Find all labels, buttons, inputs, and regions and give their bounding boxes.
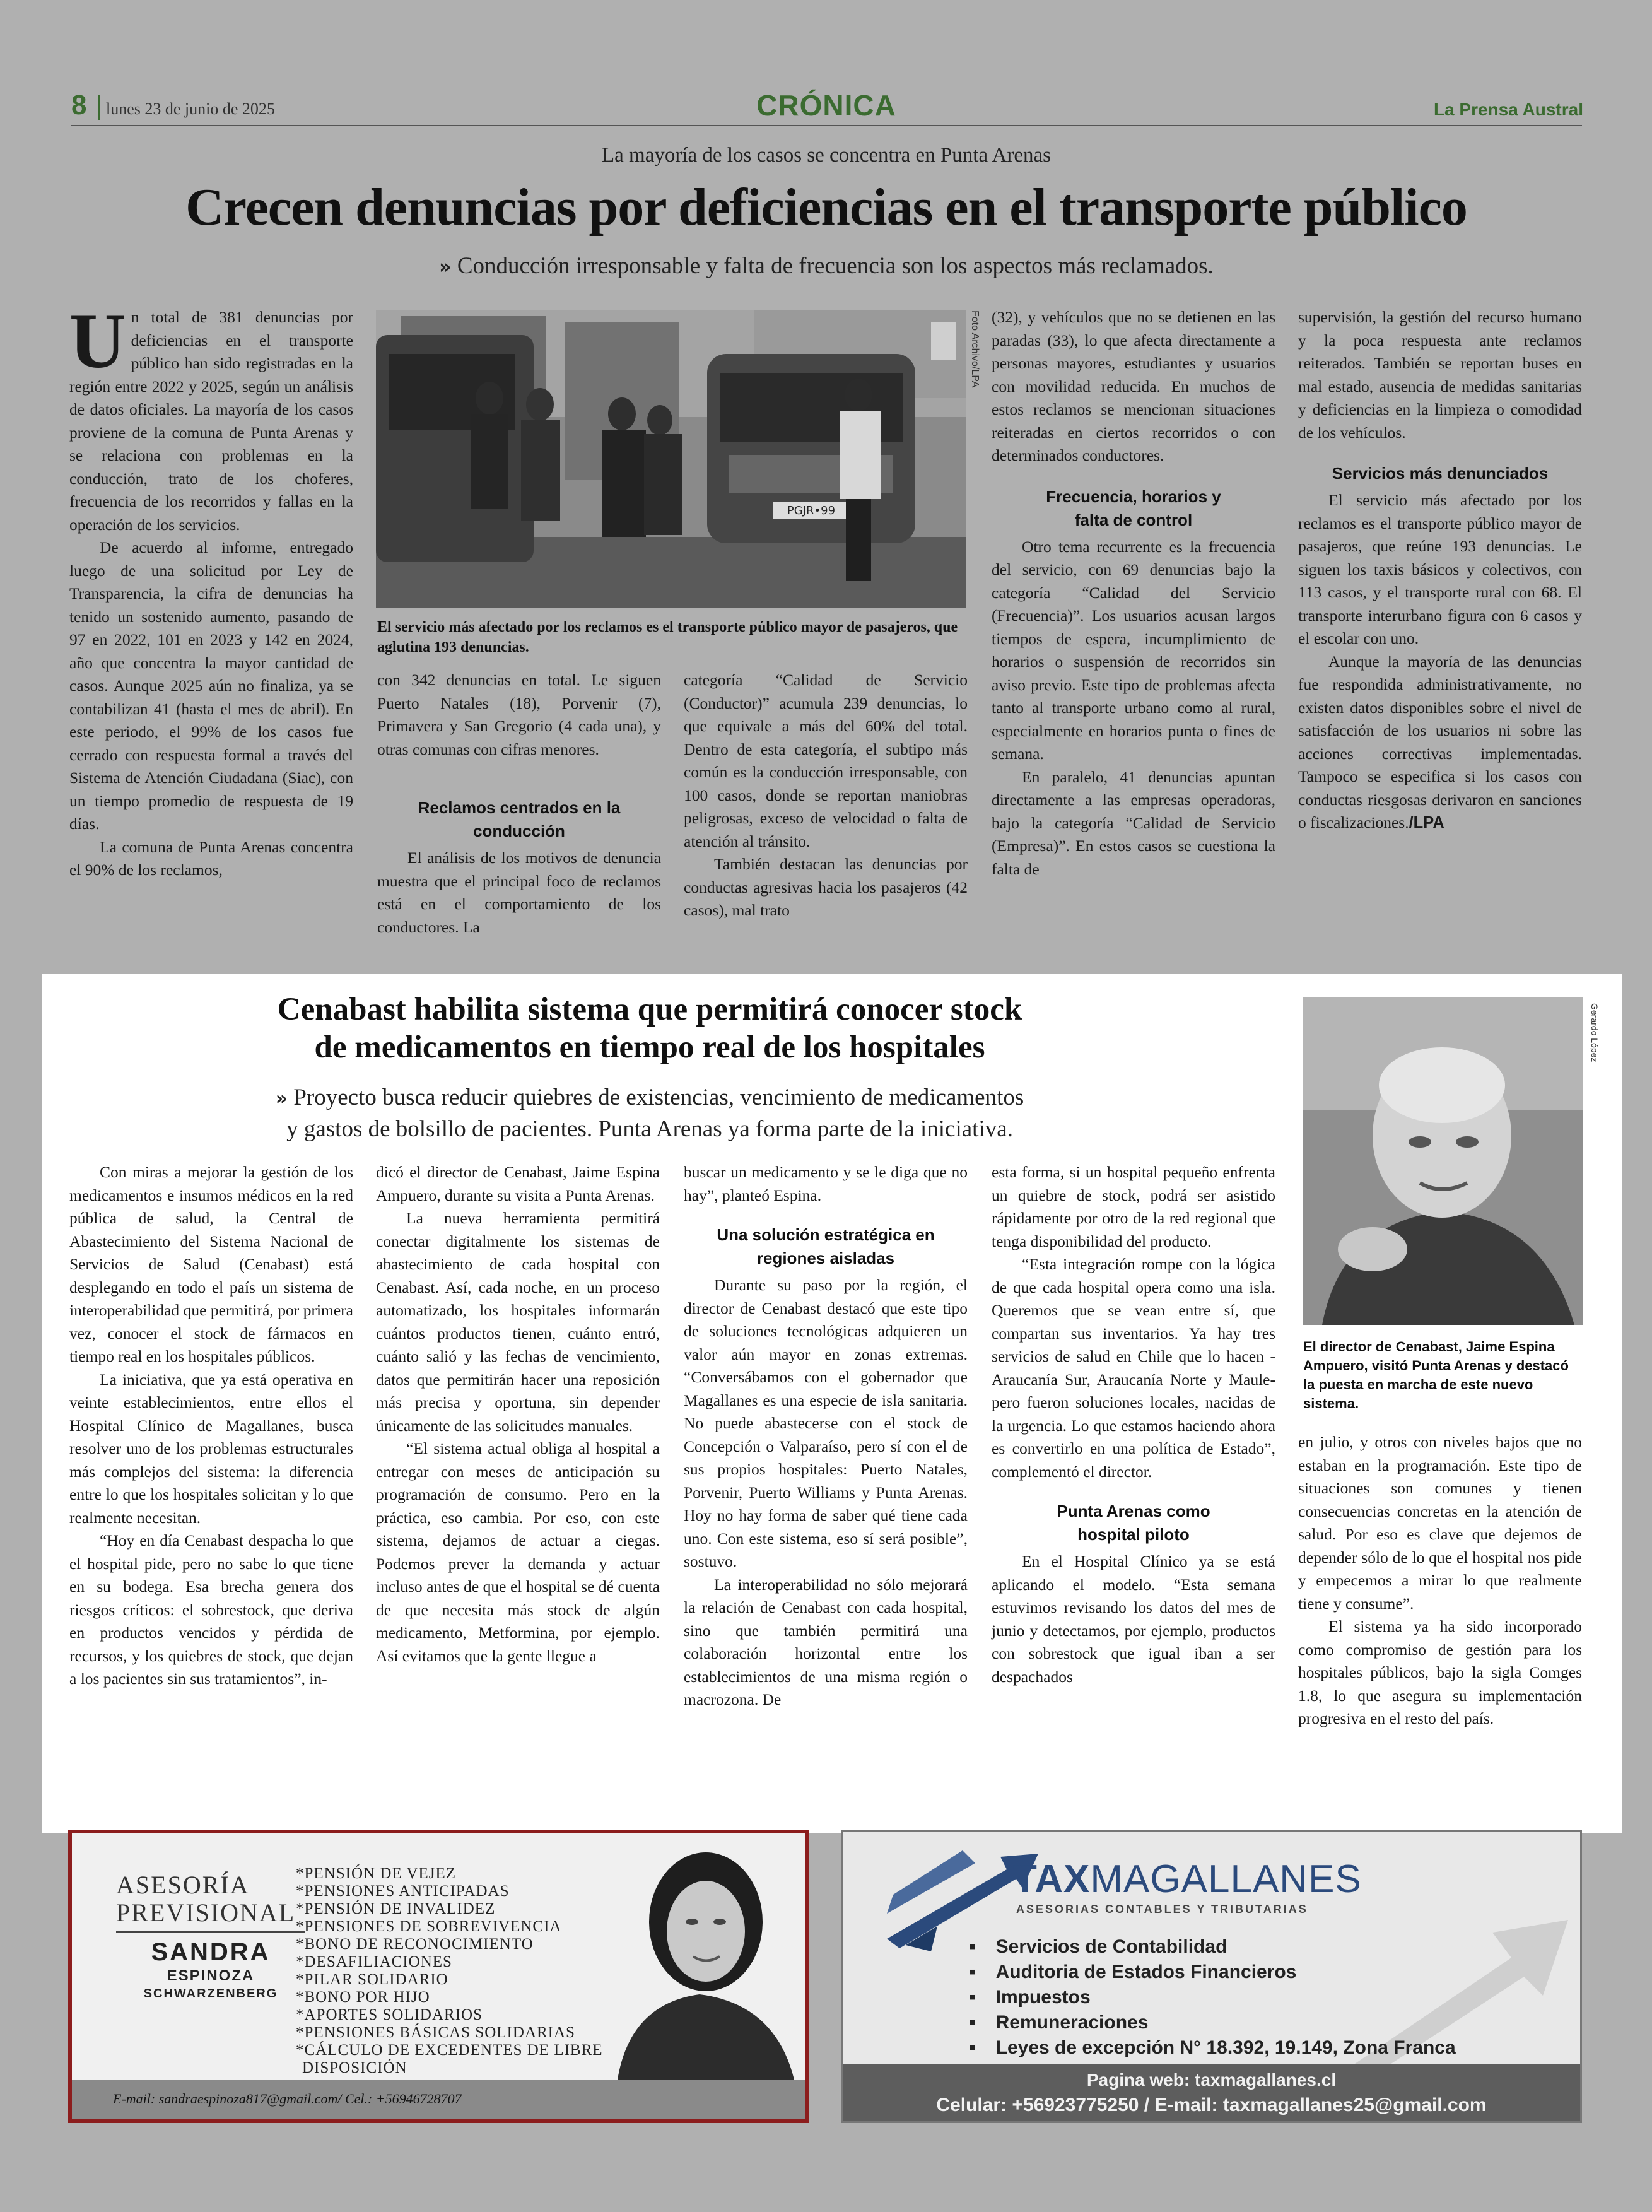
ad-tax-service-item: [969, 1960, 1456, 1985]
article1-col5: [1298, 306, 1582, 835]
article1-col2-heading: Reclamos centrados en la conducción: [418, 798, 621, 840]
ad-asesoria-title1: ASESORÍA: [116, 1871, 250, 1899]
article2-col3: [684, 1161, 968, 1712]
article2-col4: [992, 1161, 1275, 1688]
article2-col2-p1: dicó el director de Cenabast, Jaime Espina Ampuero, durante su visita a Punta Arenas.: [376, 1163, 660, 1204]
article2-col2-p2: La nueva herramienta permitirá conectar digitalmente los sistemas de abastecimiento de cada hospital con Cenabast. Así, cada noche, en un proceso automatizado, los hospitales informarán cuántos productos tienen, cuánto entró, cuánto salió y las fechas de vencimiento, datos que permitirán hacer una reposición más precisa y oportuna, sin depender únicamente de las solicitudes manuales.: [376, 1209, 660, 1435]
article2-headline-line1: Cenabast habilita sistema que permitirá conocer stock: [277, 992, 1022, 1027]
article1-col5-p3: [1298, 650, 1582, 835]
ad-taxmagallanes: [841, 1830, 1582, 2123]
article1-photo-caption: El servicio más afectado por los reclamos es el transporte público mayor de pasajeros, que aglutina 193 denuncias.: [377, 619, 958, 656]
ad-tax-contact: Celular: +56923775250 / E-mail: taxmagallanes25@gmail.com: [936, 2095, 1487, 2115]
article1-col3-p1: categoría “Calidad de Servicio (Conductor)” acumula 239 denuncias, lo que equivale a más del 60% del total. Dentro de esta categoría, el subtipo más común es la conducción irresponsable, con 100 casos, donde se reportan maniobras peligrosas, exceso de velocidad o falta de atención al tránsito.: [684, 671, 968, 850]
ad-asesoria-services: [296, 1865, 603, 2077]
ad-tax-services: [969, 1934, 1456, 2061]
article2-deck-line1-text: Proyecto busca reducir quiebres de existencias, vencimiento de medicamentos: [293, 1085, 1024, 1110]
service-item: *BONO POR HIJO: [296, 1989, 430, 2006]
ad-asesoria-rule: [116, 1931, 305, 1933]
article2-col1-p1: Con miras a mejorar la gestión de los medicamentos e insumos médicos en la red pública de salud, la Central de Abastecimiento del Sistema Nacional de Servicios de Salud (Cenabast) está desplegando en todo el país un sistema de interoperabilidad que permitirá, por primera vez, conocer el stock de fármacos en tiempo real en los hospitales públicos.: [69, 1163, 353, 1365]
ad-tax-brand: [1013, 1857, 1362, 1902]
bus-stop-illustration: [376, 310, 966, 608]
bullet-icon: ▪: [969, 1962, 976, 1982]
article2-col5: [1298, 1431, 1582, 1731]
article2-photo: [1303, 997, 1583, 1325]
header-divider: [98, 95, 100, 120]
service-item: *CÁLCULO DE EXCEDENTES DE LIBRE: [296, 2042, 603, 2059]
service-item: *PENSIONES ANTICIPADAS: [296, 1883, 510, 1900]
article1-col3: [684, 669, 968, 922]
article1-deck-text: Conducción irresponsable y falta de frecuencia son los aspectos más reclamados.: [457, 253, 1214, 279]
article2-col1-p2: La iniciativa, que ya está operativa en veinte establecimientos, entre ellos el Hospital Clínico de Magallanes, busca resolver uno de los problemas estructurales más complejos del sistema: la diferencia entre lo que los hospitales solicitan y lo que realmente necesitan.: [69, 1370, 353, 1527]
ad-tax-web: Pagina web: taxmagallanes.cl: [1086, 2070, 1337, 2090]
ad-tax-service-item: [969, 1934, 1456, 1960]
portrait-illustration: [1303, 997, 1583, 1325]
service-label: Servicios de Contabilidad: [995, 1936, 1227, 1957]
article2-col3-p3: La interoperabilidad no sólo mejorará la relación de Cenabast con cada hospital, sino que también permitirá una colaboración horizontal entre los establecimientos de una misma región o macrozona. De: [684, 1575, 968, 1709]
article1-col1-p1: [69, 298, 353, 536]
bullet-icon: ▪: [969, 2037, 976, 2058]
service-item: *PENSIÓN DE INVALIDEZ: [296, 1900, 496, 1917]
ad-tax-service-item: [969, 2010, 1456, 2035]
article1-photo: [376, 310, 966, 608]
article2-deck: [126, 1083, 1173, 1144]
service-label: Auditoria de Estados Financieros: [995, 1962, 1297, 1982]
article1-col4: [992, 306, 1275, 881]
page-number: 8: [71, 90, 87, 121]
ad-tax-brand-magallanes: MAGALLANES: [1090, 1857, 1362, 1901]
ad-asesoria-surname1: ESPINOZA: [167, 1967, 255, 1984]
ad-tax-service-item: [969, 2035, 1456, 2061]
article2-col5-p1: en julio, y otros con niveles bajos que no estaban en la programación. Este tipo de situaciones son comunes y tienen consecuencias concretas en la atención de salud. Por eso es clave que dejemos de depender sólo de lo que el hospital nos pide y empecemos a mirar lo que realmente tiene y consume”.: [1298, 1433, 1582, 1613]
ad-asesoria-photo: [605, 1846, 800, 2080]
ad-asesoria: [68, 1830, 809, 2123]
article1-col1-p2: De acuerdo al informe, entregado luego de una solicitud por Ley de Transparencia, la cifra de denuncias ha tenido un sostenido aumento, pasando de 97 en 2022, 101 en 2023 y 142 en 2024, año que concentra la mayor cantidad de casos. Aunque 2025 aún no finaliza, ya se contabilizan 41 (hasta el mes de abril). En este periodo, el 99% de los casos fue cerrado con respuesta formal a través del Sistema de Atención Ciudadana (Siac), con un tiempo promedio de respuesta de 19 días.: [69, 538, 353, 833]
woman-portrait-illustration: [605, 1846, 800, 2080]
ad-asesoria-contact-bar: [72, 2080, 805, 2119]
article2-photo-credit: Gerardo López: [1590, 1003, 1600, 1062]
chevron-right-icon: »: [275, 1088, 288, 1110]
section-title: CRÓNICA: [756, 89, 896, 122]
service-label: Impuestos: [995, 1987, 1091, 2008]
bullet-icon: ▪: [969, 1936, 976, 1957]
ad-tax-service-item: [969, 1985, 1456, 2010]
article1-photo-credit: Foto Archivo/LPA: [970, 310, 980, 388]
article1-kicker: La mayoría de los casos se concentra en Punta Arenas: [602, 144, 1051, 167]
chevron-right-icon: »: [439, 256, 452, 278]
service-item: *APORTES SOLIDARIOS: [296, 2006, 483, 2023]
article1-col4-heading: Frecuencia, horarios y falta de control: [1046, 486, 1221, 529]
service-item: *PENSIONES DE SOBREVIVENCIA: [296, 1918, 562, 1935]
article2-col4-heading: Punta Arenas como hospital piloto: [1057, 1502, 1210, 1544]
article2-col3-p2: Durante su paso por la región, el director de Cenabast destacó que este tipo de soluciones tecnológicas adquieren un valor aún mayor en zonas extremas. “Conversábamos con el gobernador que Magallanes es una especie de isla sanitaria. No puede abastecerse con el stock de Concepción o Valparaíso, pero sí con el de sus propios hospitales: Puerto Natales, Porvenir, Puerto Williams y Punta Arenas. Hoy no hay forma de saber qué tiene cada uno. Con este sistema, eso sí será posible”, sostuvo.: [684, 1276, 968, 1570]
article1-col1-p1-text: n total de 381 denuncias por deficiencias en el transporte público han sido registradas en la región entre 2022 y 2025, según un análisis de datos oficiales. La mayoría de los casos proviene de la comuna de Punta Arenas y se relaciona con problemas en la conducción, trato de los choferes, frecuencia de los recorridos y fallas en la operación de los servicios.: [69, 308, 353, 534]
ad-tax-brand-tax: TAX: [1013, 1857, 1091, 1901]
service-item: *PENSIÓN DE VEJEZ: [296, 1865, 457, 1882]
article2-col2: [376, 1161, 660, 1668]
header-date: lunes 23 de junio de 2025: [106, 100, 275, 118]
dropcap: U: [69, 298, 126, 384]
article2-col5-p2: El sistema ya ha sido incorporado como compromiso de gestión para los hospitales públicos, bajo la sigla Comges 1.8, lo que asegura su implementación progresiva en el resto del país.: [1298, 1617, 1582, 1727]
ad-asesoria-title: [116, 1871, 295, 1927]
article2-col1: [69, 1161, 353, 1691]
ad-asesoria-name: [116, 1938, 305, 2002]
article2-headline-line2: de medicamentos en tiempo real de los hospitales: [314, 1030, 985, 1065]
article1-col5-p1: supervisión, la gestión del recurso humano y la poca respuesta ante reclamos reiterados. También se reportan buses en mal estado, ausencia de medidas sanitarias y deficiencias en la limpieza o comodidad de los vehículos.: [1298, 308, 1582, 442]
service-label: Remuneraciones: [995, 2012, 1149, 2033]
article1-col3-p2: También destacan las denuncias por conductas agresivas hacia los pasajeros (42 casos), mal trato: [684, 855, 968, 919]
article1-col5-p3-text: Aunque la mayoría de las denuncias fue respondida administrativamente, no existen datos disponibles sobre el nivel de satisfacción de los usuarios ni sobre las acciones correctivas implementadas. Tampoco se especifica si los casos con conductas riesgosas derivaron en sanciones o fiscalizaciones.: [1298, 652, 1582, 832]
article2-col4-p2: “Esta integración rompe con la lógica de que cada hospital opera como una isla. Queremos que se vean entre sí, que compartan sus inventarios. Ya hay tres servicios de salud en Chile que lo hacen -Araucanía Sur, Araucanía Norte y Maule- pero fueron soluciones locales, nacidas de la urgencia. Lo que estamos haciendo ahora es convertirlo en una política de Estado”, complementó el director.: [992, 1255, 1275, 1481]
article1-col4-p3: En paralelo, 41 denuncias apuntan directamente a las empresas operadoras, bajo la categoría “Calidad de Servicio (Empresa)”. En estos casos se cuestiona la falta de: [992, 767, 1275, 878]
service-item: *BONO DE RECONOCIMIENTO: [296, 1936, 534, 1953]
article1-col2-p2: El análisis de los motivos de denuncia muestra que el principal foco de reclamos está en el comportamiento de los conductores. La: [377, 849, 661, 936]
ad-asesoria-title2: PREVISIONAL: [116, 1898, 296, 1927]
article2-deck-line1: [126, 1083, 1173, 1114]
service-item: *PENSIONES BÁSICAS SOLIDARIAS: [296, 2024, 575, 2041]
service-label: Leyes de excepción N° 18.392, 19.149, Zona Franca: [995, 2037, 1456, 2058]
article1-deck: [252, 252, 1400, 279]
article2-col3-p1: buscar un medicamento y se le diga que no hay”, planteó Espina.: [684, 1163, 968, 1204]
article2-col3-heading: Una solución estratégica en regiones aisladas: [717, 1225, 935, 1268]
ad-asesoria-surname2: SCHWARZENBERG: [143, 1987, 278, 2001]
service-item: *PILAR SOLIDARIO: [296, 1971, 448, 1988]
article1-col5-p2: El servicio más afectado por los reclamos es el transporte público mayor de pasajeros, que reúne 193 denuncias. Le siguen los taxis básicos y colectivos, con 113 casos, y el transporte rural con 68. El transporte interurbano figura con 6 casos y el escolar con uno.: [1298, 491, 1582, 647]
ad-tax-tagline: ASESORIAS CONTABLES Y TRIBUTARIAS: [1016, 1903, 1308, 1915]
bullet-icon: ▪: [969, 1987, 976, 2008]
article1-col2-p1: con 342 denuncias en total. Le siguen Puerto Natales (18), Porvenir (7), Primavera y San Gregorio (4 cada una), y otras comunas con cifras menores.: [377, 671, 661, 758]
publication-name: La Prensa Austral: [1433, 100, 1583, 119]
article2-col4-p3: En el Hospital Clínico ya se está aplicando el modelo. “Esta semana estuvimos revisando los datos del mes de junio y detectamos, por ejemplo, productos con sobrestock que igual iban a ser despachados: [992, 1552, 1275, 1686]
ad-tax-footer: [843, 2064, 1580, 2123]
service-item: *DESAFILIACIONES: [296, 1953, 452, 1970]
article2-headline: [126, 991, 1173, 1066]
article1-col2: [377, 669, 661, 939]
bullet-icon: ▪: [969, 2012, 976, 2033]
article1-col4-p1: (32), y vehículos que no se detienen en las paradas (33), lo que afecta directamente a personas mayores, estudiantes y usuarios con movilidad reducida. En muchos de estos reclamos se mencionan situaciones reiteradas en ciertos recorridos o con determinados conductores.: [992, 308, 1275, 464]
article1-col1: [69, 298, 353, 882]
ad-asesoria-contact: E-mail: sandraespinoza817@gmail.com/ Cel.: +56946728707: [113, 2091, 462, 2107]
article2-col2-p3: “El sistema actual obliga al hospital a entregar con meses de anticipación su programación de consumo. Pero en la práctica, eso cambia. Por eso, con este sistema, dejamos de actuar a ciegas. Podemos prever la demanda y actuar incluso antes de que el hospital se dé cuenta de que necesita más stock de algún medicamento, Metformina, por ejemplo. Así evitamos que la gente llegue a: [376, 1439, 660, 1665]
header-rule: [71, 125, 1582, 126]
bus-plate: PGJR•99: [787, 504, 836, 517]
article1-signoff: /LPA: [1409, 814, 1444, 832]
article1-headline: Crecen denuncias por deficiencias en el transporte público: [185, 178, 1467, 237]
article2-photo-caption: El director de Cenabast, Jaime Espina Ampuero, visitó Punta Arenas y destacó la puesta en marcha de este nuevo sistema.: [1303, 1339, 1569, 1411]
article2-col4-p1: esta forma, si un hospital pequeño enfrenta un quiebre de stock, podrá ser asistido rápidamente por otro de la red regional que tenga disponibilidad del producto.: [992, 1163, 1275, 1250]
article1-col4-p2: Otro tema recurrente es la frecuencia del servicio, con 69 denuncias bajo la categoría “Calidad del Servicio (Frecuencia)”. Los usuarios acusan largos tiempos de espera, incumplimiento de horarios o suspensión de recorridos sin aviso previo. Este tipo de problemas afecta tanto al transporte urbano como al rural, especialmente en horarios punta o fines de semana.: [992, 537, 1275, 763]
article1-col5-heading: Servicios más denunciados: [1332, 464, 1549, 483]
service-item: DISPOSICIÓN: [302, 2059, 407, 2076]
article1-col1-p3: La comuna de Punta Arenas concentra el 90% de los reclamos,: [69, 837, 353, 879]
ad-asesoria-firstname: SANDRA: [151, 1938, 271, 1966]
article2-col1-p3: “Hoy en día Cenabast despacha lo que el hospital pide, pero no sabe lo que tiene en su bodega. Esa brecha genera dos riesgos críticos: el sobrestock, que deriva en productos vencidos y pérdida de recursos, y los quiebres de stock, que dejan a los pacientes sin sus tratamientos”, in-: [69, 1531, 353, 1688]
article2-deck-line2: y gastos de bolsillo de pacientes. Punta Arenas ya forma parte de la iniciativa.: [286, 1116, 1013, 1142]
